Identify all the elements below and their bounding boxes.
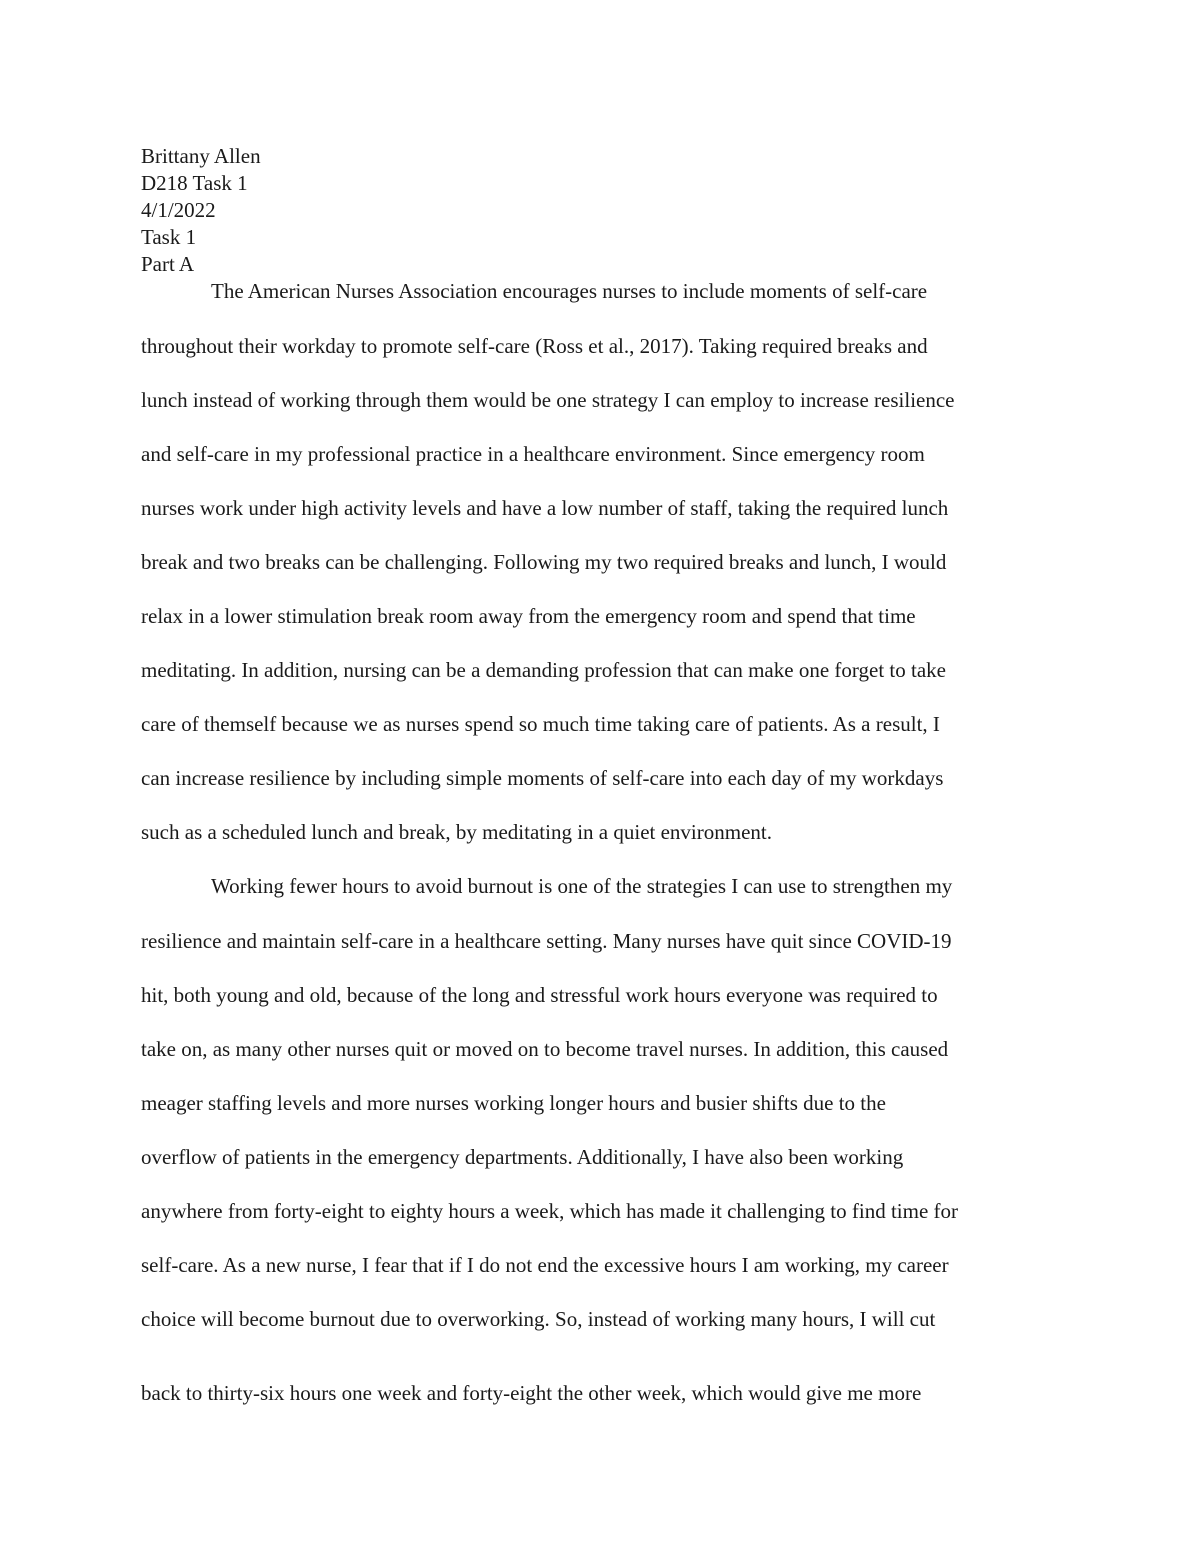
paragraph-line: choice will become burnout due to overworking. So, instead of working many hours, I will cut <box>141 1307 936 1331</box>
paragraph-line: meditating. In addition, nursing can be a demanding profession that can make one forget to take <box>141 658 946 682</box>
paragraph-line: such as a scheduled lunch and break, by meditating in a quiet environment. <box>141 820 772 844</box>
paragraph-line: resilience and maintain self-care in a healthcare setting. Many nurses have quit since COVID-19 <box>141 929 952 953</box>
document-date: 4/1/2022 <box>141 198 216 222</box>
paragraph-line: relax in a lower stimulation break room away from the emergency room and spend that time <box>141 604 916 628</box>
paragraph-line: nurses work under high activity levels and have a low number of staff, taking the required lunch <box>141 496 949 520</box>
paragraph-line: lunch instead of working through them would be one strategy I can employ to increase resilience <box>141 388 955 412</box>
author-name: Brittany Allen <box>141 144 261 168</box>
paragraph-line: and self-care in my professional practice in a healthcare environment. Since emergency room <box>141 442 925 466</box>
paragraph-line: take on, as many other nurses quit or moved on to become travel nurses. In addition, this caused <box>141 1037 949 1061</box>
paragraph-line: Working fewer hours to avoid burnout is one of the strategies I can use to strengthen my <box>211 874 953 898</box>
paragraph-line: break and two breaks can be challenging. Following my two required breaks and lunch, I would <box>141 550 947 574</box>
paragraph-line: overflow of patients in the emergency departments. Additionally, I have also been working <box>141 1145 904 1169</box>
document-header <box>141 143 261 278</box>
paragraph-line: can increase resilience by including simple moments of self-care into each day of my workdays <box>141 766 944 790</box>
paragraph-line: back to thirty-six hours one week and forty-eight the other week, which would give me more <box>141 1381 922 1405</box>
paragraph-line: self-care. As a new nurse, I fear that if I do not end the excessive hours I am working, my career <box>141 1253 949 1277</box>
part-label: Part A <box>141 252 195 276</box>
paragraph-line: care of themself because we as nurses spend so much time taking care of patients. As a result, I <box>141 712 940 736</box>
paragraph-line: anywhere from forty-eight to eighty hours a week, which has made it challenging to find time for <box>141 1199 959 1223</box>
paragraph-line: The American Nurses Association encourages nurses to include moments of self-care <box>211 279 928 303</box>
task-label: Task 1 <box>141 225 197 249</box>
paragraph-line: throughout their workday to promote self-care (Ross et al., 2017). Taking required breaks and <box>141 334 928 358</box>
paragraph-line: meager staffing levels and more nurses working longer hours and busier shifts due to the <box>141 1091 886 1115</box>
paragraph-line: hit, both young and old, because of the long and stressful work hours everyone was required to <box>141 983 938 1007</box>
course-code: D218 Task 1 <box>141 171 248 195</box>
